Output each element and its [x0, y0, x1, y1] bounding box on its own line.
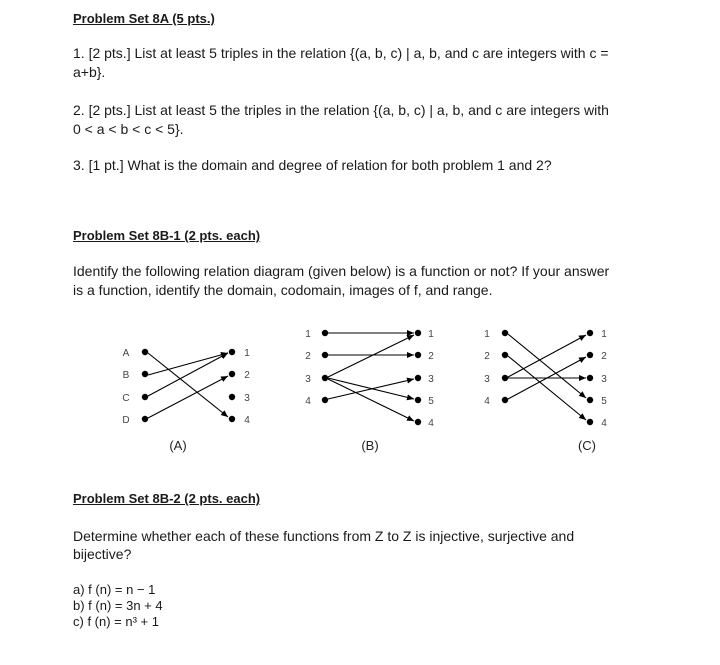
set8a-q2-line1: 2. [2 pts.] List at least 5 the triples in the relation {(a, b, c) | a, b, and c are integers with: [73, 102, 609, 118]
diagram-c-label-r2: 2: [601, 351, 607, 362]
diagram-b-label-l2: 2: [305, 351, 311, 362]
diagram-b-label-l3: 3: [305, 374, 311, 385]
diagram-c-dot-l2: [502, 352, 508, 358]
diagram-a-label-d: D: [122, 415, 130, 426]
diagram-a-dot-3: [229, 394, 235, 400]
diagram-a-dot-c: [142, 394, 148, 400]
set8a-q1-line1: 1. [2 pts.] List at least 5 triples in the relation {(a, b, c) | a, b, and c are integers with c =: [73, 45, 609, 61]
set8b1-instr-line2: is a function, identify the domain, codomain, images of f, and range.: [73, 282, 493, 298]
diagram-b: [305, 329, 434, 453]
diagram-a-dot-a: [142, 349, 148, 355]
diagram-c-label-r4: 4: [601, 418, 607, 429]
diagram-a-label-c: C: [122, 393, 130, 404]
diagram-b-label-r4: 4: [428, 418, 434, 429]
diagram-b-arrow-3-1: [328, 335, 414, 377]
diagram-c-label-r3: 3: [601, 374, 607, 385]
diagram-c-dot-l4: [502, 397, 508, 403]
diagram-a-caption: (A): [169, 438, 187, 453]
diagram-c-dot-r1: [587, 330, 593, 336]
diagram-b-label-r3: 3: [428, 374, 434, 385]
diagram-c-label-l1: 1: [484, 329, 490, 340]
set8b2-instr-line2: bijective?: [73, 546, 132, 562]
diagram-b-dot-r5: [415, 397, 421, 403]
diagram-a: [122, 348, 250, 453]
diagram-c-dot-l3: [502, 375, 508, 381]
diagram-b-dot-r3: [415, 375, 421, 381]
set8b2-instr-line1: Determine whether each of these functions from Z to Z is injective, surjective and: [73, 528, 575, 544]
diagram-a-dot-d: [142, 416, 148, 422]
diagram-a-arrow-c-1: [148, 353, 228, 396]
set8a-q2-line2: 0 < a < b < c < 5}.: [73, 121, 184, 137]
diagram-a-label-2: 2: [244, 370, 250, 381]
diagram-c-dot-r2: [587, 352, 593, 358]
set8b1-instr-line1: Identify the following relation diagram (given below) is a function or not? If your answer: [73, 263, 610, 279]
diagram-a-arrow-a-4: [148, 353, 228, 417]
diagram-c-label-l3: 3: [484, 374, 490, 385]
diagram-a-dot-2: [229, 371, 235, 377]
diagram-a-label-1: 1: [244, 348, 250, 359]
diagram-b-label-r5: 5: [428, 396, 434, 407]
diagram-a-label-4: 4: [244, 415, 250, 426]
diagram-a-arrow-d-2: [148, 376, 228, 418]
diagram-b-label-r2: 2: [428, 351, 434, 362]
set8b1-heading: Problem Set 8B-1 (2 pts. each): [73, 228, 261, 243]
diagram-b-dot-l3: [322, 375, 328, 381]
diagram-a-dot-4: [229, 416, 235, 422]
function-b: b) f (n) = 3n + 4: [73, 598, 163, 613]
diagram-b-dot-l1: [322, 330, 328, 336]
diagram-c-caption: (C): [577, 438, 597, 453]
diagram-c-label-l4: 4: [484, 396, 490, 407]
diagram-b-dot-l4: [322, 397, 328, 403]
set8a-q3: 3. [1 pt.] What is the domain and degree of relation for both problem 1 and 2?: [73, 157, 552, 173]
diagram-b-dot-r4: [415, 419, 421, 425]
diagram-c-label-l2: 2: [484, 351, 490, 362]
diagram-b-label-l4: 4: [305, 396, 311, 407]
diagram-c-dot-r5: [587, 397, 593, 403]
diagram-b-label-l1: 1: [305, 329, 311, 340]
diagram-c-dot-r4: [587, 419, 593, 425]
set8a-q1-line2: a+b}.: [73, 64, 106, 80]
diagram-b-dot-r2: [415, 352, 421, 358]
diagram-b-label-r1: 1: [428, 329, 434, 340]
diagram-b-arrow-3-4: [328, 379, 414, 421]
diagram-a-label-b: B: [122, 370, 130, 381]
diagram-a-label-3: 3: [244, 393, 250, 404]
diagram-a-dot-b: [142, 371, 148, 377]
diagram-b-dot-l2: [322, 352, 328, 358]
diagram-c: [484, 329, 607, 453]
function-a: a) f (n) = n − 1: [73, 582, 156, 597]
set8b2-heading: Problem Set 8B-2 (2 pts. each): [73, 491, 261, 506]
diagram-a-arrow-b-1: [148, 353, 228, 375]
diagram-a-label-a: A: [122, 348, 130, 359]
diagram-c-label-r1: 1: [601, 329, 607, 340]
function-c: c) f (n) = n³ + 1: [73, 614, 159, 629]
diagram-c-dot-l1: [502, 330, 508, 336]
diagram-c-dot-r3: [587, 375, 593, 381]
diagram-c-label-r5: 5: [601, 396, 607, 407]
diagram-b-caption: (B): [361, 438, 379, 453]
diagram-a-dot-1: [229, 349, 235, 355]
set8a-heading: Problem Set 8A (5 pts.): [73, 11, 215, 26]
relation-diagrams: [0, 315, 720, 460]
diagram-b-dot-r1: [415, 330, 421, 336]
diagram-c-arrow-3-1: [508, 335, 586, 377]
